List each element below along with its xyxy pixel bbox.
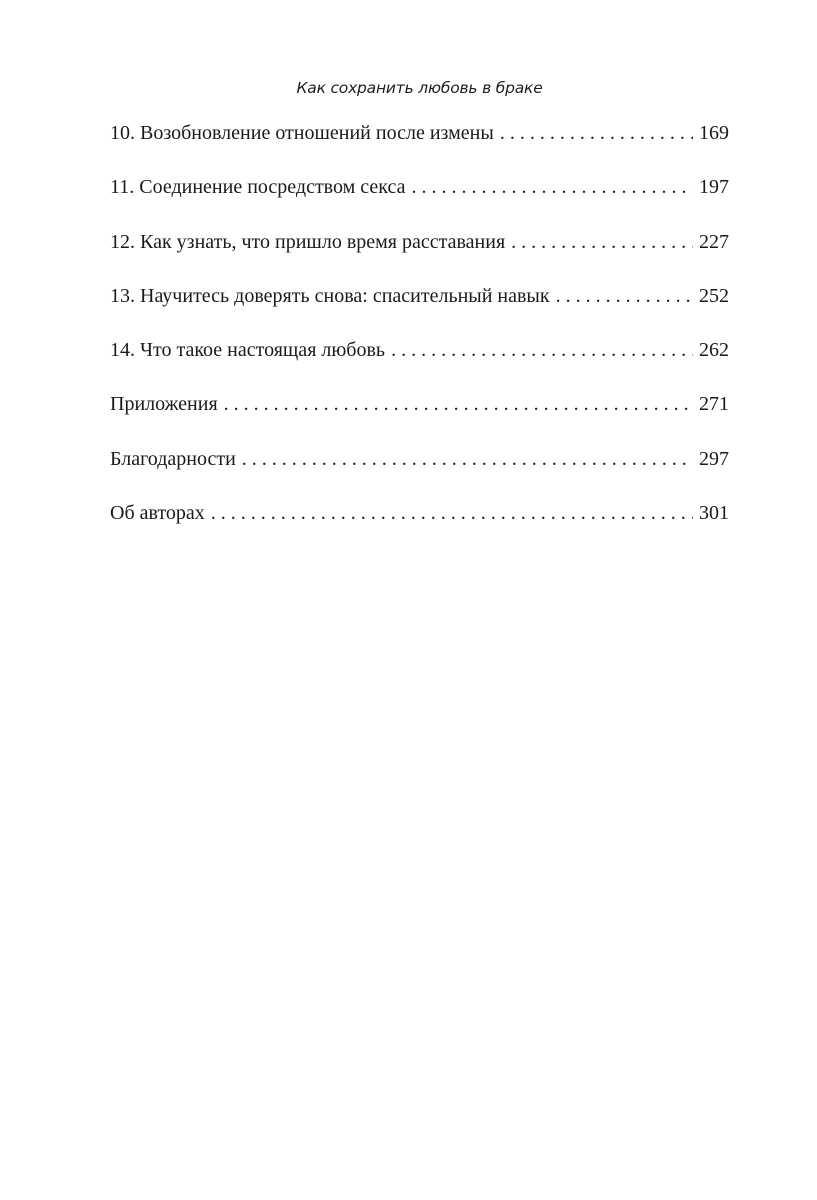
toc-entry-page: 197 xyxy=(699,176,729,199)
toc-entry[interactable] xyxy=(110,285,729,339)
toc-entry-page: 271 xyxy=(699,393,729,416)
toc-entry-page: 301 xyxy=(699,502,729,525)
toc-entry[interactable] xyxy=(110,393,729,447)
toc-entry[interactable] xyxy=(110,122,729,176)
toc-dot-leader xyxy=(500,122,693,145)
toc-entry-title: 12. Как узнать, что пришло время расставания xyxy=(110,230,506,253)
toc-entry-page: 169 xyxy=(699,122,729,144)
toc-entry-page: 227 xyxy=(699,230,729,253)
toc-entry-title: 10. Возобновление отношений после измены xyxy=(110,122,494,144)
toc-dot-leader xyxy=(211,502,693,525)
toc-entry-page: 262 xyxy=(699,339,729,362)
toc-dot-leader xyxy=(511,231,693,254)
toc-entry-title: Приложения xyxy=(110,393,218,416)
toc-entry[interactable] xyxy=(110,448,729,502)
toc-dot-leader xyxy=(224,393,693,416)
toc-dot-leader xyxy=(556,285,693,308)
running-head: Как сохранить любовь в браке xyxy=(296,79,543,97)
toc-entry-title: 11. Соединение посредством секса xyxy=(110,176,406,199)
toc-entry[interactable] xyxy=(110,502,729,556)
toc-entry-page: 297 xyxy=(699,447,729,470)
toc-dot-leader xyxy=(411,176,693,199)
toc-entry-title: Об авторах xyxy=(110,502,205,525)
toc-entry[interactable] xyxy=(110,231,729,285)
toc-entry-title: 13. Научитесь доверять снова: спасительный навык xyxy=(110,284,550,307)
toc-entry[interactable] xyxy=(110,176,729,230)
toc-entry-page: 252 xyxy=(699,284,729,307)
toc-entry-title: Благодарности xyxy=(110,447,236,470)
toc-entry-title: 14. Что такое настоящая любовь xyxy=(110,339,386,362)
toc-entry[interactable] xyxy=(110,339,729,393)
toc-dot-leader xyxy=(242,448,693,471)
table-of-contents xyxy=(110,122,729,556)
toc-dot-leader xyxy=(391,339,693,362)
